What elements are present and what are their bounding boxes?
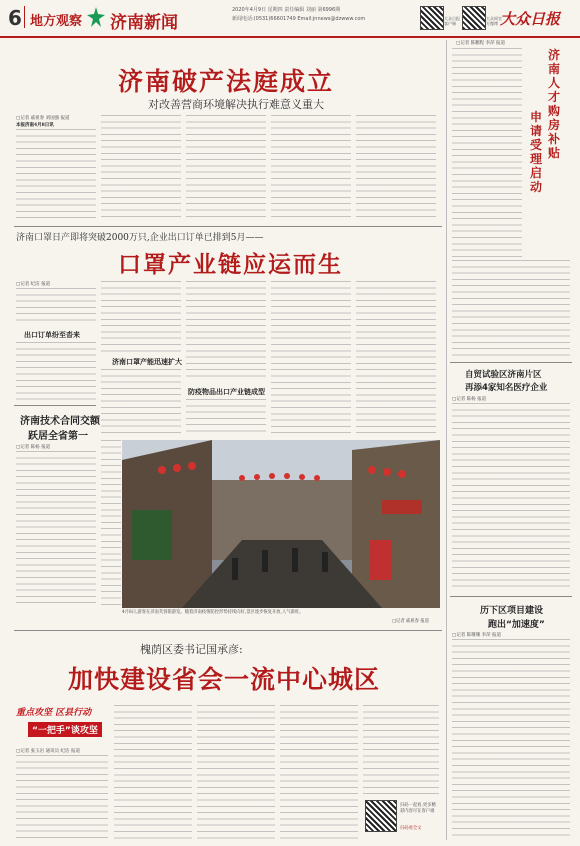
qr-code-icon[interactable]	[462, 6, 486, 30]
mask-text-col	[16, 288, 96, 326]
huaiyin-text-col	[114, 705, 192, 841]
qr-label: 大众网官方微博	[486, 16, 502, 26]
tech-text-col	[101, 440, 121, 607]
column-divider	[446, 40, 447, 840]
photo-credit: □记者 戚祖春 报道	[392, 619, 429, 624]
photo-caption: 4月8日,游客在济南芙蓉街游览。随着济南疫情防控形势持续向好,景区逐步恢复开放,人气渐旺。	[122, 610, 304, 615]
qr-code-icon[interactable]	[420, 6, 444, 30]
footnote-label: 扫码看全文	[400, 826, 422, 831]
mask-text-col	[101, 369, 181, 435]
mask-subhead: 防疫物品出口产业链成型	[188, 388, 265, 396]
lead-text-col	[16, 129, 96, 221]
mask-subhead: 济南口罩产能迅速扩大	[112, 358, 182, 366]
mask-text-col	[16, 342, 96, 402]
right-text-col	[452, 48, 522, 258]
pilot-title: 再添4家知名医疗企业	[465, 383, 548, 393]
mask-subhead: 出口订单纷至沓来	[24, 331, 80, 339]
right-text-col	[452, 260, 570, 360]
meta-contact: 新闻电话:(0531)66601749 Email:jnnews@dzwww.com	[232, 16, 366, 22]
tech-byline: □记者 陈杨 报道	[16, 445, 51, 450]
page-number: 6	[8, 6, 22, 30]
page-meta	[232, 6, 365, 24]
huaiyin-title: 加快建设省会一流中心城区	[68, 665, 381, 694]
huaiyin-kicker: 槐荫区委书记国承彦:	[140, 643, 243, 656]
mask-text-col	[101, 281, 181, 353]
right-title: 济南人才购房补贴	[548, 48, 561, 160]
section-divider	[450, 596, 572, 597]
mask-text-col	[271, 281, 351, 435]
meta-date: 2020年4月9日 星期四 责任编辑 刘丽 第6996期	[232, 7, 341, 13]
lead-text-col	[356, 115, 436, 221]
lead-text-col	[101, 115, 181, 221]
street-photo	[122, 440, 440, 608]
history-title: 历下区项目建设	[480, 606, 544, 616]
section-name: 地方观察	[30, 14, 83, 29]
tech-text-col	[16, 451, 96, 607]
tech-title: 济南技术合同交额	[20, 416, 100, 427]
section-divider	[14, 405, 96, 406]
pilot-title: 自贸试验区济南片区	[465, 370, 542, 380]
lead-text-col	[271, 115, 351, 221]
city-emblem-icon	[86, 6, 106, 32]
mask-title: 口罩产业链应运而生	[118, 251, 343, 278]
pilot-text-col	[452, 403, 570, 591]
right-byline: □记者 陈鹏程 李萍 报道	[456, 41, 506, 46]
column-logo-line1: 重点攻坚 区县行动	[16, 708, 92, 718]
history-title: 跑出“加速度”	[488, 620, 545, 630]
huaiyin-byline: □记者 张玉岩 通讯员 纪洁 报道	[16, 749, 80, 754]
header-divider	[24, 6, 25, 28]
column-logo	[16, 705, 108, 745]
history-byline: □记者 陈珊珊 李萍 报道	[452, 633, 502, 638]
mask-text-col	[186, 281, 266, 381]
huaiyin-text-col	[16, 755, 108, 841]
mask-kicker: 济南口罩日产即将突破2000万只,企业出口订单已排到5月——	[16, 233, 264, 243]
huaiyin-text-col	[363, 705, 439, 795]
lead-text-col	[186, 115, 266, 221]
lead-dateline: 本报济南4月8日讯	[16, 123, 54, 128]
page-name: 济南新闻	[110, 13, 178, 33]
qr-code-icon[interactable]	[365, 800, 397, 832]
right-title: 申请受理启动	[530, 110, 543, 194]
tech-title: 跃居全省第一	[28, 431, 88, 442]
mask-byline: □记者 纪洁 报道	[16, 282, 51, 287]
newspaper-logo: 大众日报	[500, 10, 561, 28]
huaiyin-text-col	[197, 705, 275, 841]
mask-text-col	[186, 399, 266, 435]
history-text-col	[452, 639, 570, 839]
footnote-note: 扫码一起看,更多精彩内容尽在客户端	[400, 803, 436, 814]
mask-text-col	[356, 281, 436, 435]
section-divider	[14, 630, 442, 631]
lead-byline: □记者 戚祖春 刘国强 报道	[16, 116, 70, 121]
section-divider	[14, 226, 442, 227]
lead-subtitle: 对改善营商环境解决执行难意义重大	[148, 98, 324, 111]
pilot-byline: □记者 陈杨 报道	[452, 397, 487, 402]
qr-label: 大众日报客户端	[444, 16, 460, 26]
lead-title: 济南破产法庭成立	[118, 67, 335, 96]
column-logo-line2: “一把手”谈攻坚	[28, 722, 102, 737]
huaiyin-text-col	[280, 705, 358, 841]
section-divider	[450, 362, 572, 363]
